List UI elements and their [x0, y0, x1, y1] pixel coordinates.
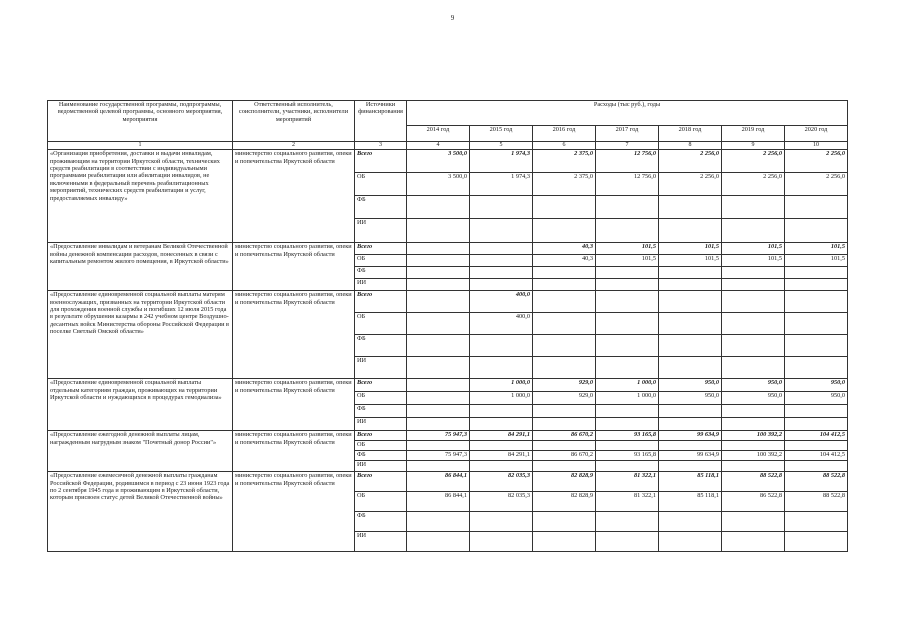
- executor: министерство социального развития, опеки и попечительства Иркутской области: [233, 379, 355, 431]
- value-total: 101,5: [785, 243, 848, 255]
- value-ii: [533, 532, 596, 552]
- column-number: 1: [48, 142, 233, 150]
- funding-source: ИИ: [355, 461, 407, 472]
- value-ob: 950,0: [785, 392, 848, 405]
- activity-name: «Организация приобретения, доставки и выдачи инвалидам, проживающим на территории Иркутской области, технических средств реабилитации в соответствии с индивидуальными программами реабилитации или абилитации инвалидов, не включенными в федеральный перечень реабилитационных мероприятий, технических средств реабилитации и услуг, предоставляемых инвалиду»: [48, 150, 233, 243]
- value-ii: [785, 532, 848, 552]
- value-ob: [785, 313, 848, 335]
- value-fb: [722, 335, 785, 357]
- column-number: 7: [596, 142, 659, 150]
- header-year: 2016 год: [533, 126, 596, 142]
- value-fb: [470, 196, 533, 219]
- header-source: Источники финансирования: [355, 101, 407, 142]
- value-fb: [407, 267, 470, 279]
- value-ob: 101,5: [722, 255, 785, 267]
- header-year: 2015 год: [470, 126, 533, 142]
- value-fb: [722, 512, 785, 532]
- funding-source: Всего: [355, 243, 407, 255]
- funding-source: ФБ: [355, 267, 407, 279]
- value-ii: [785, 357, 848, 379]
- value-ii: [596, 357, 659, 379]
- value-ob: 82 828,9: [533, 492, 596, 512]
- value-total: 85 118,1: [659, 472, 722, 492]
- value-fb: [533, 267, 596, 279]
- funding-source: ОБ: [355, 173, 407, 196]
- value-fb: [470, 267, 533, 279]
- executor: министерство социального развития, опеки и попечительства Иркутской области: [233, 150, 355, 243]
- value-total: 75 947,3: [407, 431, 470, 441]
- value-ob: 101,5: [596, 255, 659, 267]
- value-fb: [785, 267, 848, 279]
- table-row: [48, 150, 848, 173]
- value-total: 2 256,0: [722, 150, 785, 173]
- value-fb: [407, 335, 470, 357]
- funding-source: ОБ: [355, 441, 407, 451]
- value-fb: [533, 196, 596, 219]
- value-total: 86 844,1: [407, 472, 470, 492]
- activity-name: «Предоставление ежегодной денежной выплаты лицам, награжденным нагрудным знаком "Почетный донор России"»: [48, 431, 233, 472]
- value-ob: 101,5: [785, 255, 848, 267]
- value-fb: [470, 405, 533, 418]
- value-total: 1 000,0: [596, 379, 659, 392]
- value-ob: [722, 313, 785, 335]
- value-ii: [722, 532, 785, 552]
- value-ii: [659, 418, 722, 431]
- value-total: 82 035,3: [470, 472, 533, 492]
- value-ii: [722, 461, 785, 472]
- value-fb: [407, 512, 470, 532]
- column-number: 9: [722, 142, 785, 150]
- value-ob: 400,0: [470, 313, 533, 335]
- value-ii: [659, 461, 722, 472]
- value-fb: [785, 512, 848, 532]
- table-row: [48, 431, 848, 441]
- value-total: 99 634,9: [659, 431, 722, 441]
- value-ob: 929,0: [533, 392, 596, 405]
- value-ii: [470, 461, 533, 472]
- value-ii: [596, 532, 659, 552]
- value-ob: [407, 313, 470, 335]
- value-fb: [785, 196, 848, 219]
- value-fb: [722, 196, 785, 219]
- value-total: [407, 291, 470, 313]
- value-fb: [659, 196, 722, 219]
- column-number: 6: [533, 142, 596, 150]
- value-ii: [407, 219, 470, 243]
- value-total: [407, 379, 470, 392]
- value-ob: 1 000,0: [596, 392, 659, 405]
- value-ob: 86 844,1: [407, 492, 470, 512]
- header-name: Наименование государственной программы, подпрограммы, ведомственной целевой программы, основного мероприятия, мероприятия: [48, 101, 233, 142]
- value-fb: 104 412,5: [785, 451, 848, 461]
- value-total: 2 375,0: [533, 150, 596, 173]
- value-ii: [407, 461, 470, 472]
- value-total: 2 256,0: [659, 150, 722, 173]
- funding-source: Всего: [355, 431, 407, 441]
- funding-source: Всего: [355, 150, 407, 173]
- value-ii: [407, 532, 470, 552]
- value-ii: [470, 418, 533, 431]
- value-fb: [659, 405, 722, 418]
- funding-source: ОБ: [355, 492, 407, 512]
- value-ii: [596, 279, 659, 291]
- value-ii: [470, 279, 533, 291]
- value-ob: [407, 255, 470, 267]
- value-fb: 93 165,8: [596, 451, 659, 461]
- value-ob: 101,5: [659, 255, 722, 267]
- value-ii: [533, 279, 596, 291]
- value-ob: 2 256,0: [785, 173, 848, 196]
- page-number: 9: [450, 14, 455, 22]
- value-fb: [596, 335, 659, 357]
- column-number: 8: [659, 142, 722, 150]
- expenses-table: [47, 100, 848, 552]
- value-total: 12 756,0: [596, 150, 659, 173]
- value-ii: [659, 219, 722, 243]
- funding-source: ОБ: [355, 313, 407, 335]
- value-ob: 2 256,0: [659, 173, 722, 196]
- value-ob: 12 756,0: [596, 173, 659, 196]
- value-ii: [659, 357, 722, 379]
- value-ii: [722, 279, 785, 291]
- value-fb: [470, 512, 533, 532]
- value-ob: 1 000,0: [470, 392, 533, 405]
- value-total: 2 256,0: [785, 150, 848, 173]
- value-ii: [659, 532, 722, 552]
- value-total: [659, 291, 722, 313]
- value-ii: [785, 279, 848, 291]
- value-total: 400,0: [470, 291, 533, 313]
- value-ob: [659, 441, 722, 451]
- value-ob: 950,0: [659, 392, 722, 405]
- executor: министерство социального развития, опеки и попечительства Иркутской области: [233, 431, 355, 472]
- funding-source: ИИ: [355, 418, 407, 431]
- value-ob: [533, 441, 596, 451]
- value-ob: [407, 441, 470, 451]
- column-number: 5: [470, 142, 533, 150]
- header-year: 2020 год: [785, 126, 848, 142]
- value-ob: 950,0: [722, 392, 785, 405]
- value-total: 101,5: [659, 243, 722, 255]
- value-ii: [596, 219, 659, 243]
- value-ii: [785, 219, 848, 243]
- column-number: 4: [407, 142, 470, 150]
- value-ii: [533, 357, 596, 379]
- value-fb: [407, 196, 470, 219]
- value-total: 3 500,0: [407, 150, 470, 173]
- value-ob: 85 118,1: [659, 492, 722, 512]
- value-fb: [785, 405, 848, 418]
- value-total: 84 291,1: [470, 431, 533, 441]
- funding-source: ФБ: [355, 196, 407, 219]
- value-ii: [470, 532, 533, 552]
- value-total: 950,0: [722, 379, 785, 392]
- column-number: 3: [355, 142, 407, 150]
- value-total: 100 392,2: [722, 431, 785, 441]
- value-fb: [533, 335, 596, 357]
- value-ob: 2 375,0: [533, 173, 596, 196]
- funding-source: ФБ: [355, 512, 407, 532]
- value-total: [785, 291, 848, 313]
- activity-name: «Предоставление единовременной социальной выплаты отдельным категориям граждан, проживающих на территории Иркутской области и нуждающихся в процедурах гемодиализа»: [48, 379, 233, 431]
- activity-name: «Предоставление ежемесячной денежной выплаты гражданам Российской Федерации, родившимся в период с 23 июня 1923 года по 2 сентября 1945 года и проживающим в Иркутской области, которым присвоен статус детей Великой Отечественной войны»: [48, 472, 233, 552]
- value-total: 101,5: [722, 243, 785, 255]
- funding-source: ОБ: [355, 255, 407, 267]
- value-fb: [533, 405, 596, 418]
- value-total: 88 522,8: [785, 472, 848, 492]
- value-total: 88 522,8: [722, 472, 785, 492]
- executor: министерство социального развития, опеки и попечительства Иркутской области: [233, 291, 355, 379]
- value-ii: [533, 418, 596, 431]
- value-fb: 75 947,3: [407, 451, 470, 461]
- value-total: 929,0: [533, 379, 596, 392]
- value-total: [722, 291, 785, 313]
- table-row: [48, 291, 848, 313]
- value-ii: [407, 279, 470, 291]
- value-ob: [659, 313, 722, 335]
- funding-source: ФБ: [355, 405, 407, 418]
- value-fb: 86 670,2: [533, 451, 596, 461]
- table-row: [48, 243, 848, 255]
- value-ii: [407, 418, 470, 431]
- value-fb: [596, 196, 659, 219]
- funding-source: ИИ: [355, 279, 407, 291]
- header-year: 2017 год: [596, 126, 659, 142]
- value-ob: [470, 441, 533, 451]
- value-total: [533, 291, 596, 313]
- value-ii: [407, 357, 470, 379]
- column-number: 10: [785, 142, 848, 150]
- value-ob: [596, 441, 659, 451]
- value-fb: [596, 512, 659, 532]
- funding-source: Всего: [355, 291, 407, 313]
- table-row: [48, 472, 848, 492]
- value-ii: [596, 461, 659, 472]
- value-ob: [596, 313, 659, 335]
- value-ob: 2 256,0: [722, 173, 785, 196]
- value-fb: [785, 335, 848, 357]
- value-fb: 84 291,1: [470, 451, 533, 461]
- funding-source: ИИ: [355, 532, 407, 552]
- funding-source: ОБ: [355, 392, 407, 405]
- value-total: 86 670,2: [533, 431, 596, 441]
- header-year: 2018 год: [659, 126, 722, 142]
- value-total: 82 828,9: [533, 472, 596, 492]
- header-year: 2014 год: [407, 126, 470, 142]
- value-fb: 100 392,2: [722, 451, 785, 461]
- value-ob: 88 522,8: [785, 492, 848, 512]
- value-fb: [596, 405, 659, 418]
- value-fb: [659, 335, 722, 357]
- value-ob: [722, 441, 785, 451]
- value-ii: [533, 219, 596, 243]
- funding-source: ИИ: [355, 357, 407, 379]
- value-ii: [722, 357, 785, 379]
- activity-name: «Предоставление инвалидам и ветеранам Великой Отечественной войны денежной компенсации расходов, понесенных в связи с капитальным ремонтом жилого помещения, в Иркутской области»: [48, 243, 233, 291]
- value-total: 104 412,5: [785, 431, 848, 441]
- value-ii: [722, 219, 785, 243]
- value-ob: 86 522,8: [722, 492, 785, 512]
- funding-source: Всего: [355, 472, 407, 492]
- value-ii: [785, 461, 848, 472]
- value-fb: [470, 335, 533, 357]
- value-fb: [596, 267, 659, 279]
- activity-name: «Предоставление единовременной социальной выплаты матерям военнослужащих, призванных на территории Иркутской области для прохождения военной службы и погибших 12 июля 2015 года в результате обрушения казармы в 242 учебном центре Воздушно-десантных войск Министерства обороны Российской Федерации в поселке Светлый Омской области»: [48, 291, 233, 379]
- column-number: 2: [233, 142, 355, 150]
- value-fb: [722, 405, 785, 418]
- value-ob: [785, 441, 848, 451]
- value-fb: [533, 512, 596, 532]
- value-fb: [722, 267, 785, 279]
- value-total: [596, 291, 659, 313]
- value-ob: 81 322,1: [596, 492, 659, 512]
- value-ii: [470, 357, 533, 379]
- value-ob: 1 974,3: [470, 173, 533, 196]
- value-ob: 82 035,3: [470, 492, 533, 512]
- value-ii: [596, 418, 659, 431]
- value-ob: [470, 255, 533, 267]
- header-expenses: Расходы (тыс руб.), годы: [407, 101, 848, 126]
- value-fb: [407, 405, 470, 418]
- value-total: 101,5: [596, 243, 659, 255]
- value-ob: 3 500,0: [407, 173, 470, 196]
- table-row: [48, 379, 848, 392]
- value-ob: [533, 313, 596, 335]
- executor: министерство социального развития, опеки и попечительства Иркутской области: [233, 243, 355, 291]
- value-total: 81 322,1: [596, 472, 659, 492]
- value-ob: [407, 392, 470, 405]
- value-fb: [659, 512, 722, 532]
- header-executor: Ответственный исполнитель, соисполнители, участники, исполнители мероприятий: [233, 101, 355, 142]
- value-ii: [470, 219, 533, 243]
- value-total: 950,0: [659, 379, 722, 392]
- funding-source: Всего: [355, 379, 407, 392]
- value-total: 950,0: [785, 379, 848, 392]
- value-total: 93 165,8: [596, 431, 659, 441]
- funding-source: ФБ: [355, 335, 407, 357]
- value-total: 1 974,3: [470, 150, 533, 173]
- value-fb: 99 634,9: [659, 451, 722, 461]
- value-fb: [659, 267, 722, 279]
- value-ob: 40,3: [533, 255, 596, 267]
- value-total: [470, 243, 533, 255]
- value-total: [407, 243, 470, 255]
- value-total: 40,3: [533, 243, 596, 255]
- executor: министерство социального развития, опеки и попечительства Иркутской области: [233, 472, 355, 552]
- header-year: 2019 год: [722, 126, 785, 142]
- funding-source: ИИ: [355, 219, 407, 243]
- value-ii: [785, 418, 848, 431]
- value-ii: [722, 418, 785, 431]
- value-ii: [533, 461, 596, 472]
- value-total: 1 000,0: [470, 379, 533, 392]
- funding-source: ФБ: [355, 451, 407, 461]
- value-ii: [659, 279, 722, 291]
